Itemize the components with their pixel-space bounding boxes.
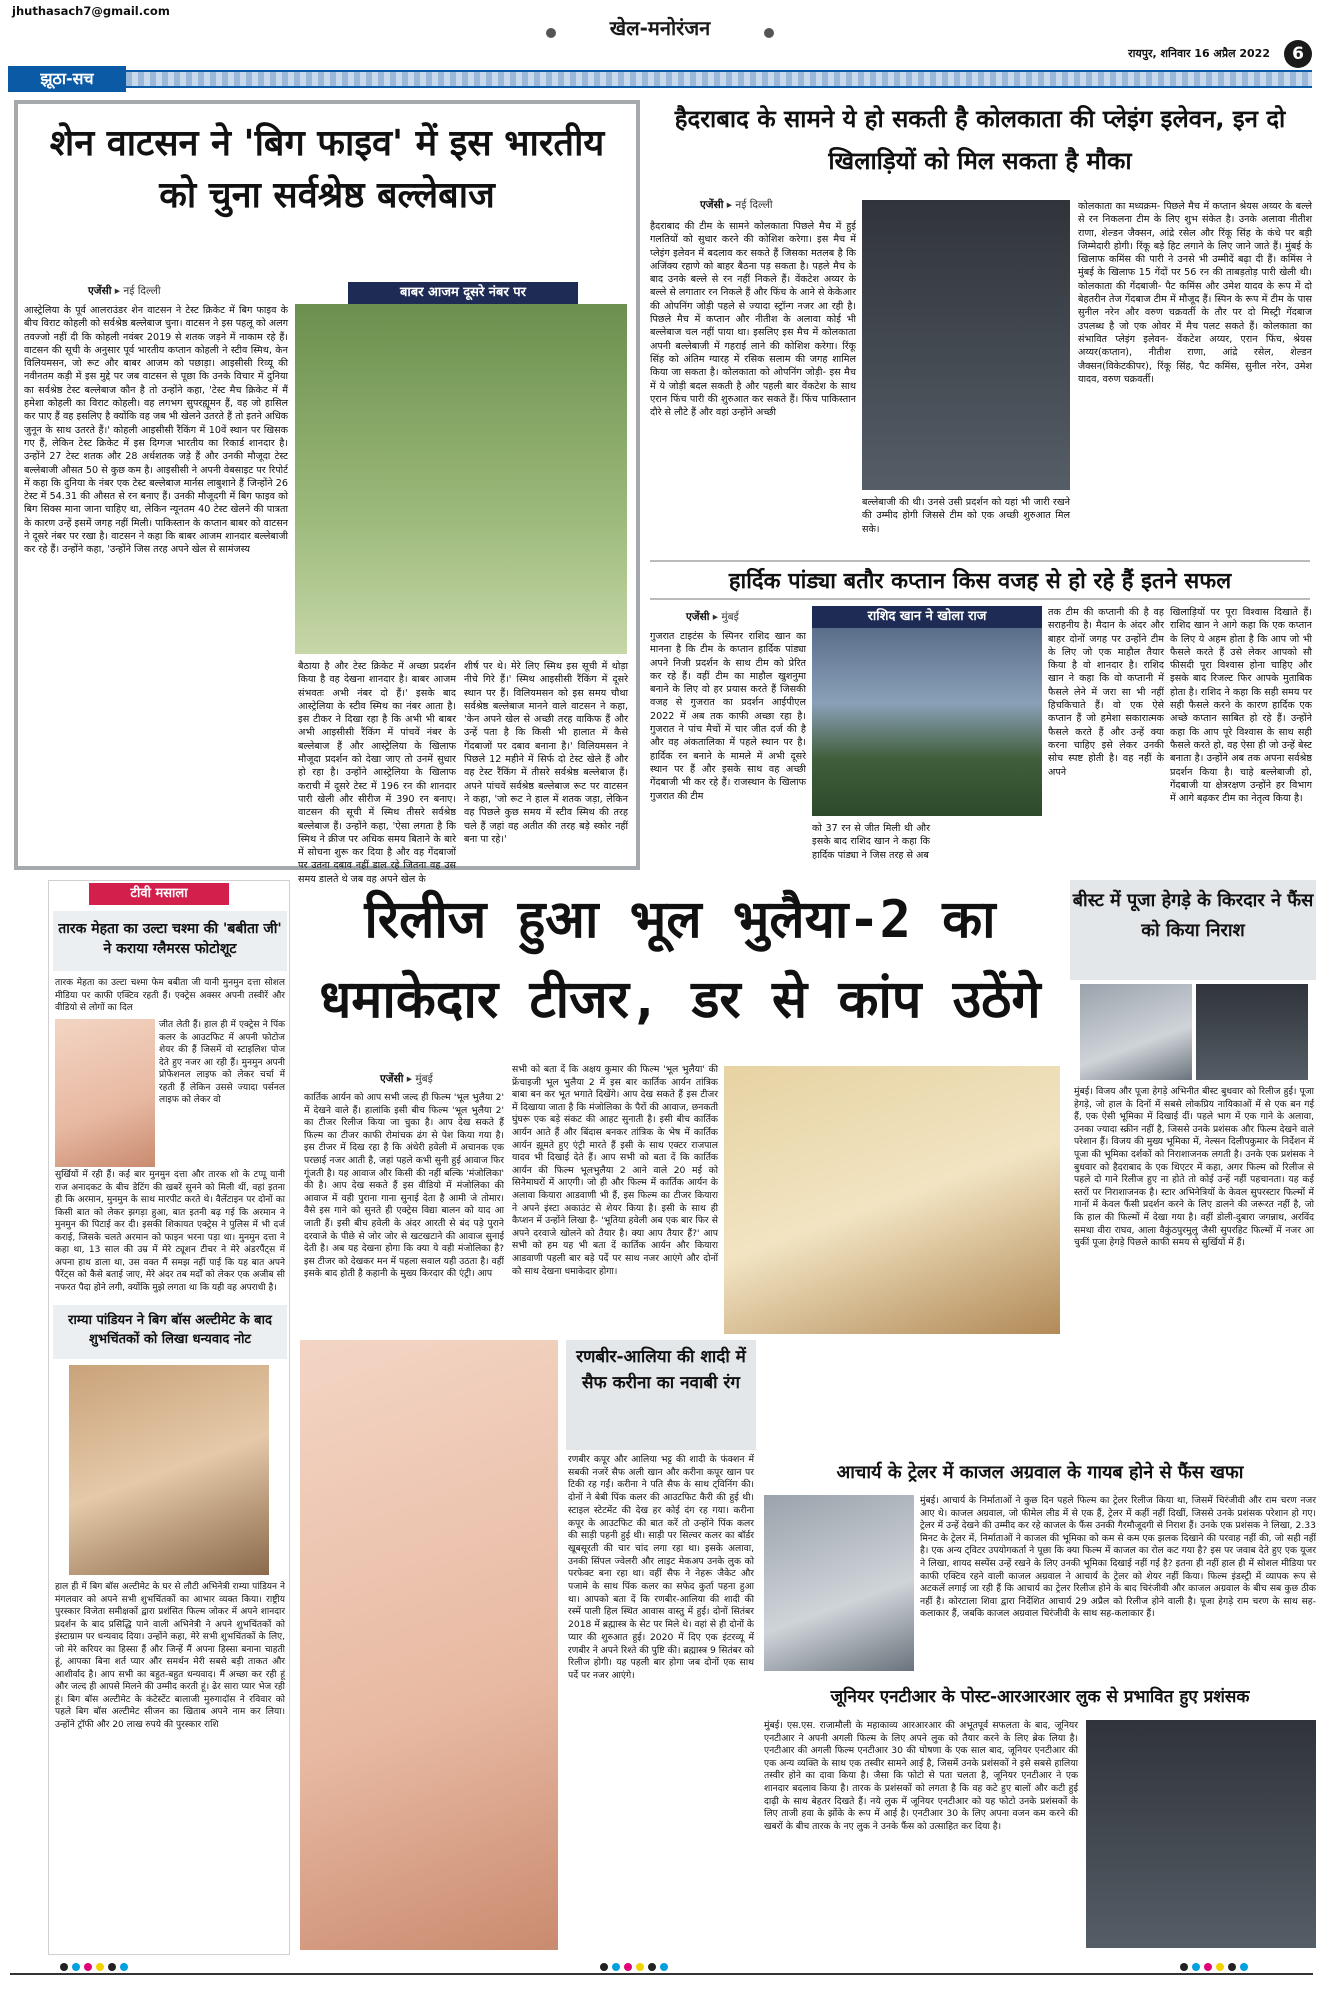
byline-agency: एजेंसी [88, 285, 112, 297]
acharya-story [764, 1455, 1316, 1675]
acharya-photo [764, 1495, 914, 1671]
section-title: खेल-मनोरंजन [540, 0, 780, 56]
footer-color-marks-right [1180, 1960, 1310, 1974]
footer-color-marks-center [600, 1960, 730, 1974]
hardik-photo [812, 628, 1042, 816]
ranbir-story [566, 1340, 756, 1950]
byline-city: नई दिल्ली [123, 285, 161, 297]
page-number: 6 [1284, 40, 1312, 68]
kkr-col-1: हैदराबाद की टीम के सामने कोलकाता पिछले मैच में हुई गलतियों को सुधार करने की कोशिश करेगा। इस मैच में प्लेइंग इलेवन में बदलाव कर सकते हैं जिसका मतलब है कि अजिंक्य रहाणे को बाहर बैठना पड़ सकता है। पहले मैच के बाद उनके बल्ले से रन नहीं निकले हैं। वेंकटेश अय्यर के बल्ले से लगातार रन निकले हैं और फिंच के आने से केकेआर की ओपनिंग जोड़ी पहले से ज्यादा स्ट्रॉन्ग नजर आ रही है। पिछले मैच में कप्तान और नीतीश के अलावा कोई भी बल्लेबाज चल नहीं पाया था। इसलिए इस मैच में कोलकाता अपनी बल्लेबाजी में गहराई लाने की कोशिश करेगा। रिंकू सिंह को अंतिम ग्यारह में रसिक सलाम की जगह शामिल किया जा सकता है। कोलकाता को ओपनिंग जोड़ी- इस मैच में ये जोड़ी बदल सकती है और पहली बार वेंकटेश के साथ एरान फिंच पारी की शुरुआत कर सकते हैं। फिंच पाकिस्तान दौरे से लौटे हैं और वहां उन्होंने अच्छी [650, 221, 856, 419]
beast-photo-1 [1080, 984, 1192, 1080]
tv-headline-2: राम्या पांडियन ने बिग बॉस अल्टीमेट के बाद शुभचिंतकों को लिखा धन्यवाद नोट [53, 1305, 287, 1359]
hardik-col-2: को 37 रन से जीत मिली थी और इसके बाद राशिद खान ने कहा कि हार्दिक पांड्या ने जिस तरह से अब [812, 823, 930, 861]
beast-story [1070, 880, 1316, 1450]
watson-photo [295, 304, 627, 654]
byline-city: मुंबई [721, 611, 739, 623]
bhool-headline: रिलीज हुआ भूल भुलैया-2 का धमाकेदार टीजर, डर से कांप उठेंगे [319, 890, 1041, 1030]
kkr-photo [862, 200, 1070, 490]
hardik-headline: हार्दिक पांड्या बतौर कप्तान किस वजह से हो रहे हैं इतने सफल [650, 560, 1310, 600]
kkr-byline: एजेंसी ▸ नई दिल्ली [700, 199, 773, 211]
header-date: रायपुर, शनिवार 16 अप्रैल 2022 [1128, 47, 1270, 60]
ranbir-headline: रणबीर-आलिया की शादी में सैफ करीना का नवाबी रंग [566, 1340, 756, 1450]
tv-headline-1: तारक मेहता का उल्टा चश्मा की 'बबीता जी' ने कराया ग्लैमरस फोटोशूट [53, 911, 287, 971]
watson-byline: एजेंसी ▸ नई दिल्ली [88, 285, 161, 297]
saif-kareena-photo [300, 1340, 558, 1950]
newspaper-logo: झूठा-सच [8, 66, 126, 92]
hardik-col-4: खिलाड़ियों पर पूरा विश्वास दिखाते हैं। राशिद खान ने आगे कहा कि एक कप्तान के लिए ये अहम होता है कि आप जो भी फैसले करते हैं उसे लेकर आपको सौ फीसदी पूरा विश्वास होना चाहिए और इसके बाद रिजल्ट फिर आपके मुताबिक होता है। राशिद ने कहा कि सही समय पर सही फैसले करने के कारण हार्दिक एक अच्छे कप्तान साबित हो रहे हैं। उन्होंने कहा कि आप पूरे विश्वास के साथ सही फैसले करते हो, वह ऐसा ही जो उन्हें बेस्ट बनाता है। उन्होंने अब तक अपना सर्वश्रेष्ठ प्रदर्शन किया है। चाहे बल्लेबाजी हो, गेंदबाजी या क्षेत्ररक्षण उन्होंने हर विभाग में आगे बढ़कर टीम का नेतृत्व किया है। [1170, 607, 1312, 805]
ntr-story [764, 1680, 1316, 1952]
acharya-story-text: मुंबई। आचार्य के निर्माताओं ने कुछ दिन पहले फिल्म का ट्रेलर रिलीज किया था, जिसमें चिरंजीवी और राम चरण नजर आए थे। काजल अग्रवाल, जो फीमेल लीड में से एक हैं, ट्रेलर में कहीं नहीं दिखीं, जिससे उनके प्रशंसक परेशान हो गए। ट्रेलर में उन्हें देखने की उम्मीद कर रहे काजल के फैंस उनकी गैरमौजूदगी से निराश हैं। उनके एक प्रशंसक ने लिखा, 2.33 मिनट के ट्रेलर में, निर्माताओं ने काजल की भूमिका को कम से कम एक झलक दिखाने की परवाह नहीं की, जो सही नहीं है। एक अन्य ट्विटर उपयोगकर्ता ने पूछा कि क्या फिल्म में काजल का रोल कट गया है? इस पर जवाब देते हुए एक यूजर ने लिखा, शायद सस्पेंस उन्हें रखने के लिए उनकी भूमिका दिखाई नहीं गई है? इतना ही नहीं हाल ही में सोशल मीडिया पर काफी एक्टिव रहने वाली काजल अग्रवाल ने आचार्य के ट्रेलर को शेयर नहीं किया। फिल्म इंडस्ट्री में व्यापक रूप से अटकलें लगाई जा रही हैं कि आचार्य का ट्रेलर रिलीज होने के बाद चिरंजीवी और काजल अग्रवाल के बीच सब कुछ ठीक नहीं है। कोरटाला शिवा द्वारा निर्देशित आचार्य 29 अप्रैल को रिलीज होने वाली है। पूजा हेगड़े राम चरण के साथ सह-कलाकार हैं, जबकि काजल अग्रवाल चिरंजीवी के साथ सह-कलाकार हैं। [920, 1495, 1316, 1620]
hardik-byline: एजेंसी ▸ मुंबई [686, 611, 739, 623]
bhool-col-2: सभी को बता दें कि अक्षय कुमार की फिल्म 'भूल भुलैया' की फ्रेंचाइजी भूल भुलैया 2 में इस बार कार्तिक आर्यन तांत्रिक बाबा बन कर भूत भगाते दिखेंगे। आप देख सकते हैं इस टीजर में दिखाया जाता है कि मंजोलिका के पैरों की आवाज, छनकती घुंघरू एक बड़े संकट की आहट सुनाती है। इसी बीच कार्तिक आर्यन आते हैं और बिंदास बनकर तांत्रिक के भेष में कार्तिक आर्यन झूमते हुए एंट्री मारते हैं इसी के साथ एक्टर राजपाल यादव भी दिखाई देते हैं। आप सभी को बता दें कि कार्तिक आर्यन की फिल्म भूलभुलैया 2 आने वाले 20 मई को सिनेमाघरों में आएगी। जो ही और फिल्म में कार्तिक आर्यन के अलावा कियारा आडवाणी भी हैं, इस फिल्म का टीजर कियारा ने अपने इंस्टा अकाउंट से शेयर किया है। इसी के साथ ही कैप्शन में उन्होंने लिखा है- 'भूतिया हवेली अब एक बार फिर से अपने दरवाजे खोलने को तैयार है। क्या आप तैयार हैं?' आप सभी को हम यह भी बता दें कार्तिक आर्यन और कियारा आडवाणी पहली बार बड़े पर्दे पर साथ नजर आएंगे और दोनों को साथ देखना धमाकेदार होगा। [512, 1064, 718, 1277]
byline-agency: एजेंसी [686, 611, 710, 623]
header-bar [126, 70, 1312, 88]
tv-masala-tag: टीवी मसाला [89, 883, 229, 905]
beast-headline: बीस्ट में पूजा हेगड़े के किरदार ने फैंस को किया निराश [1070, 880, 1316, 980]
footer-color-marks-left [60, 1960, 190, 1974]
hardik-story [650, 560, 1316, 870]
watson-story [14, 100, 640, 885]
byline-agency: एजेंसी [380, 1073, 404, 1085]
bhool-col-1: कार्तिक आर्यन को आप सभी जल्द ही फिल्म 'भूल भुलैया 2' में देखने वाले हैं। हालांकि इसी बीच फिल्म 'भूल भुलैया 2' का टीजर रिलीज किया जा चुका है। आप देख सकते हैं फिल्म का टीजर काफी रोमांचक ढंग से पेश किया गया है। इस टीजर में दिख रहा है कि अंधेरी हवेली में अचानक एक परछाई नजर आती है, जहां पहले कभी सुनी हुई आवाज फिर गूंजती है। यह आवाज और किसी की नहीं बल्कि 'मंजोलिका' की है। आप देख सकते हैं इस वीडियो में मंजोलिका की आवाज में वही पुराना गाना सुनाई देता है आमी जे तोमार। वैसे इस गाने को सुनते ही एक्ट्रेस विद्या बालन को याद आ जाती हैं। इसी बीच हवेली के अंदर आरती से बंद पड़े पुराने दरवाजे के पीछे से जोर जोर से खटखटाने की आवाज सुनाई देती है। अब यह देखना होगा कि क्या ये वही मंजोलिका है? इस टीजर को देखकर मन में पहला सवाल यही उठता है। वहीं इसके बाद होती है कहानी के मुख्य किरदार की एंट्री। आप [304, 1092, 504, 1280]
ntr-story-text: मुंबई। एस.एस. राजामौली के महाकाव्य आरआरआर की अभूतपूर्व सफलता के बाद, जूनियर एनटीआर ने अपनी अगली फिल्म के लिए अपने लुक को तैयार करने के लिए ब्रेक लिया है। एनटीआर की अगली फिल्म एनटीआर 30 की घोषणा के एक साल बाद, जूनियर एनटीआर की एक अन्य व्यक्ति के साथ एक तस्वीर सामने आई है, जिसमें उनके प्रशंसकों ने इसे सबसे हालिया तस्वीर होने का दावा किया है। जैसा कि फोटो से पता चलता है, जूनियर एनटीआर ने एक शानदार बदलाव किया है। तारक के प्रशंसकों को लगता है कि वह कटे हुए बालों और कटी हुई दाढ़ी के साथ बेहतर दिखते हैं। नये लुक में जूनियर एनटीआर को यह फोटो उनके प्रशंसकों के लिए ताजी हवा के झोंके के रूप में आई है। एनटीआर 30 के लिए अपना वजन कम करने की खबरों के बीच तारक के नए लुक ने उनके फैंस को उत्साहित कर दिया है। [764, 1720, 1078, 1832]
byline-agency: एजेंसी [700, 199, 724, 211]
beast-photo-2 [1196, 984, 1308, 1080]
beast-story-text: मुंबई। विजय और पूजा हेगड़े अभिनीत बीस्ट बुधवार को रिलीज हुई। पूजा हेगड़े, जो हाल के दिनों में सबसे लोकप्रिय नायिकाओं में से एक बन गई हैं, एक ऐसी भूमिका में दिखाई दीं। पहले भाग में एक गाने के अलावा, उनका ज्यादा स्क्रीन नहीं है, जिससे उनके प्रशंसक और फिल्म देखने वाले परेशान हैं। विजय की मुख्य भूमिका में, नेल्सन दिलीपकुमार के निर्देशन में पूजा की भूमिका दर्शकों को निराशाजनक लगती है। उनके एक प्रशंसक ने बुधवार को हैदराबाद के एक थिएटर में कहा, अगर फिल्म को रिलीज से पहले दो गाने रिलीज हुए ना होते तो कोई उन्हें नहीं पहचानता। यह कई स्तरों पर निराशाजनक है। स्टार अभिनेत्रियों के केवल सुपरस्टार फिल्मों में गानों में केवल फैंसी प्रदर्शन करने के लिए डालने की जरूरत नहीं है, जो कि हाल की फिल्मों में देखा गया है। वहीं डोली-दुबारा जगन्नाथ, अरविंद समथा वीरा राघव, आला वैकुंठपुरमुलु जैसी सुपरहिट फिल्मों में नजर आ चुकीं पूजा हेगड़े पिछले काफी समय से सुर्खियों में हैं। [1074, 1086, 1314, 1249]
bhool-byline: एजेंसी ▸ मुंबई [380, 1073, 433, 1085]
hardik-photo-caption: राशिद खान ने खोला राज [812, 606, 1042, 628]
ntr-headline: जूनियर एनटीआर के पोस्ट-आरआरआर लुक से प्रभावित हुए प्रशंसक [830, 1687, 1250, 1707]
hardik-col-3: तक टीम की कप्तानी की है वह सराहनीय है। मैदान के अंदर और बाहर दोनों जगह पर उन्होंने टीम के लिए जो एक माहौल तैयार किया है वो शानदार है। राशिद खान ने कहा कि वो कप्तानी में फैसले लेने में जरा सा भी नहीं हिचकिचाते हैं। वो एक ऐसे कप्तान हैं जो हमेशा सकारात्मक फैसले करते हैं और उन्हें क्या करना चाहिए इसे लेकर उनकी सोच स्पष्ट होती है। वह नहीं के अपने [1048, 607, 1164, 778]
byline-city: मुंबई [415, 1073, 433, 1085]
header-email: jhuthasach7@gmail.com [12, 4, 170, 18]
watson-col-1: आस्ट्रेलिया के पूर्व आलराउंडर शेन वाटसन ने टेस्ट क्रिकेट में बिग फाइव के बीच विराट कोहली को सर्वश्रेष्ठ बल्लेबाज चुना। वाटसन ने इस पहलू को अलग तवज्जो नहीं दी कि कोहली नवंबर 2019 से शतक जड़ने में नाकाम रहे हैं। वाटसन की सूची के अनुसार पूर्व भारतीय कप्तान कोहली ने स्टीव स्मिथ, केन विलियमसन, जो रूट और बाबर आजम को पछाड़ा। आइसीसी रिव्यू की नवीनतम कड़ी में इस मुद्दे पर जब वाटसन से पूछा कि उनके विचार में दुनिया का सर्वश्रेष्ठ टेस्ट बल्लेबाज कौन है तो उन्होंने कहा, 'टेस्ट मैच क्रिकेट में मैं हमेशा कोहली का विराट कोहली। वह लगभग सुपरह्यूमन हैं, वह जो हासिल कर पाए हैं वह इसलिए है क्योंकि वह जब भी खेलने उतरते हैं तो इतने अधिक जुनून के साथ उतरते हैं।' कोहली आइसीसी रैंकिंग में 10वें स्थान पर खिसक गए हैं, लेकिन टेस्ट क्रिकेट में इस दिग्गज भारतीय का रिकार्ड शानदार है। उन्होंने 27 टेस्ट शतक और 28 अर्धशतक जड़े हैं और उनकी मौजूदा टेस्ट बल्लेबाजी औसत 50 से कुछ कम है। आइसीसी ने अपनी वेबसाइट पर रिपोर्ट में कहा कि दुनिया के नंबर एक टेस्ट बल्लेबाज मार्नस लाबुशाने हैं जिन्होंने 26 टेस्ट में 54.31 की औसत से रन बनाए हैं। उनकी मौजूदगी में बिग फाइव को बिग सिक्स माना जाना चाहिए था, लेकिन न्यूनतम 40 टेस्ट खेलने की पात्रता के कारण उन्हें इसमें जगह नहीं मिली। पाकिस्तान के कप्तान बाबर को वाटसन ने दूसरे नंबर पर रखा है। वाटसन ने कहा कि बाबर आजम शानदार बल्लेबाजी कर रहे हैं। उन्होंने कहा, 'उन्होंने जिस तरह अपने खेल से सामंजस्य [24, 305, 288, 556]
ranbir-story-text: रणबीर कपूर और आलिया भट्ट की शादी के फंक्शन में सबकी नजरें सैफ अली खान और करीना कपूर खान पर टिकी रह गईं। करीना ने पति सैफ के साथ ट्विनिंग की। दोनों ने बेबी पिंक कलर की आउटफिट कैरी की हुई थी। स्टाइल स्टेटमेंट की देख हर कोई दंग रह गया। करीना कपूर के आउटफिट की बात करें तो उन्होंने पिंक कलर की साड़ी पहनी हुई थी। साड़ी पर सिल्वर कलर का बॉर्डर खूबसूरती की चार चांद लगा रहा था। इसके अलावा, उनकी सिंपल ज्वेलरी और लाइट मेकअप उनके लुक को परफेक्ट बना रहा था। वहीं सैफ ने नेहरू जैकेट और पजामे के साथ पिंक कलर का सफेद कुर्ता पहना हुआ था। आपको बता दें कि रणबीर-आलिया की शादी की रस्में पाली हिल स्थित आवास वास्तु में हुई। दोनों सितंबर 2018 में ब्रह्मास्त्र के सेट पर मिले थे। वहां से ही दोनों के प्यार की शुरुआत हुई। 2020 में दिए एक इंटरव्यू में रणबीर ने अपने रिश्ते की पुष्टि की। ब्रह्मास्त्र 9 सितंबर को रिलीज होगी। यह पहली बार होगा जब दोनों एक साथ पर्दे पर नजर आएंगे। [568, 1454, 754, 1681]
tv-story-2: हाल ही में बिग बॉस अल्टीमेट के घर से लौटी अभिनेत्री राम्या पांडियन ने मंगलवार को अपने सभी शुभचिंतकों का आभार व्यक्त किया। राष्ट्रीय पुरस्कार विजेता समीक्षकों द्वारा प्रशंसित फिल्म जोकर में अपने शानदार प्रदर्शन के बाद प्रसिद्धि पाने वाली अभिनेत्री ने अपने शुभचिंतकों को इंस्टाग्राम पर धन्यवाद दिया। उन्होंने कहा, मेरे सभी शुभचिंतकों के लिए, जो मेरे करियर का हिस्सा हैं और जिन्हें मैं अपना हिस्सा बनाना चाहती हूं, आपका बिना शर्त प्यार और समर्थन मेरी सबसे बड़ी ताकत और आशीर्वाद है। आप सभी का बहुत-बहुत धन्यवाद। मैं अच्छा कर रही हूं और जल्द ही आपसे मिलने की उम्मीद करती हूं। ढेर सारा प्यार भेज रही हूं। बिग बॉस अल्टीमेट के कंटेस्टेंट बालाजी मुरुगादॉस ने रविवार को पहले बिग बॉस अल्टीमेट सीजन का खिताब अपने नाम कर लिया। उन्होंने ट्रॉफी और 20 लाख रुपये की पुरस्कार राशि [55, 1582, 285, 1730]
watson-col-2: बैठाया है और टेस्ट क्रिकेट में अच्छा प्रदर्शन किया है वह देखना शानदार है। बाबर आजम संभवतः अभी नंबर दो हैं।' इसके बाद आस्ट्रेलिया के स्टीव स्मिथ का नंबर आता है। इस टीकर ने दिखा रहा है कि अभी भी बाबर अभी आइसीसी रैंकिंग में पांचवें नंबर के बल्लेबाज हैं और आस्ट्रेलिया के खिलाफ मौजूदा प्रदर्शन को देखा जाए तो उनमें सुधार हो रहा है। उन्होंने आस्ट्रेलिया के खिलाफ कराची में दूसरे टेस्ट में 196 रन की शानदार पारी खेली और सीरीज में 390 रन बनाए। वाटसन की सूची में स्मिथ तीसरे सर्वश्रेष्ठ बल्लेबाज हैं। उन्होंने कहा, 'ऐसा लगता है कि स्मिथ ने क्रीज पर अधिक समय बिताने के बारे में सोचना शुरू कर दिया है और वह गेंदबाजों पर उतना दबाव नहीं डाल रहे जितना वह उस समय डालते थे जब वह अपने खेल के [298, 661, 456, 885]
kkr-story [650, 98, 1316, 558]
acharya-headline: आचार्य के ट्रेलर में काजल अग्रवाल के गायब होने से फैंस खफा [836, 1462, 1244, 1483]
watson-headline: शेन वाटसन ने 'बिग फाइव' में इस भारतीय को चुना सर्वश्रेष्ठ बल्लेबाज [49, 123, 605, 216]
byline-city: नई दिल्ली [735, 199, 773, 211]
kkr-col-3: कोलकाता का मध्यक्रम- पिछले मैच में कप्तान श्रेयस अय्यर के बल्ले से रन निकलना टीम के लिए शुभ संकेत है। उनके अलावा नीतीश राणा, शेल्डन जैक्सन, आंद्रे रसेल और रिंकू सिंह के कंधे पर बड़ी जिम्मेदारी होगी। रिंकू बड़े हिट लगाने के लिए जाने जाते हैं। मुंबई के खिलाफ कमिंस की पारी ने उनसे भी उम्मीदें बढ़ा दी हैं। कमिंस ने मुंबई के खिलाफ 15 गेंदों पर 56 रन की ताबड़तोड़ पारी खेली थी। कोलकाता की गेंदबाजी- पैट कमिंस और उमेश यादव के रूप में दो बेहतरीन तेज गेंदबाज टीम में मौजूद हैं। स्पिन के रूप में टीम के पास सुनील नरेन और वरुण चक्रवर्ती के तौर पर दो मिस्ट्री गेंदबाज उपलब्ध है जो एक ओवर में मैच पलट सकते हैं। कोलकाता का संभावित प्लेइंग इलेवन- वेंकटेश अय्यर, एरान फिंच, श्रेयस अय्यर(कप्तान), नीतीश राणा, आंद्रे रसेल, शेल्डन जैक्सन(विकेटकीपर), रिंकू सिंह, पैट कमिंस, सुनील नरेन, उमेश यादव, वरुण चक्रवर्ती। [1078, 201, 1312, 385]
hardik-col-1: गुजरात टाइटंस के स्पिनर राशिद खान का मानना है कि टीम के कप्तान हार्दिक पांड्या अपने निजी प्रदर्शन के साथ टीम को प्रेरित कर रहे हैं। वहीं टीम का माहौल खुशनुमा बनाने के लिए वो हर प्रयास करते हैं जिसकी वजह से गुजरात का प्रदर्शन आईपीएल 2022 में अब तक काफी अच्छा रहा है। गुजरात ने पांच मैचों में चार जीत दर्ज की है और वह अंकतालिका में पहले स्थान पर है। हार्दिक रन बनाने के मामले में अभी दूसरे स्थान पर हैं और इसके साथ वह अच्छी गेंदबाजी भी कर रहे हैं। राजस्थान के खिलाफ गुजरात की टीम [650, 631, 806, 802]
tv-story-1-side: जीत लेती हैं। हाल ही में एक्ट्रेस ने पिंक कलर के आउटफिट में अपनी फोटोज शेयर की हैं जिसमें वो स्टाइलिश पोज देते हुए नजर आ रही हैं। मुनमुन अपनी प्रोफेशनल लाइफ को लेकर चर्चा में रहती हैं लेकिन उससे ज्यादा पर्सनल लाइफ को लेकर वो [159, 1020, 285, 1105]
bhool-story [300, 880, 1060, 1335]
tv-story-1-top: तारक मेहता का उल्टा चश्मा फेम बबीता जी यानी मुनमुन दत्ता सोशल मीडिया पर काफी एक्टिव रहती हैं। एक्ट्रेस अक्सर अपनी तस्वीरें और वीडियो से लोगों का दिल [55, 978, 285, 1013]
bhool-photo [724, 1066, 1060, 1334]
ntr-photo [1086, 1720, 1316, 1948]
watson-photo-caption: बाबर आजम दूसरे नंबर पर [348, 282, 578, 304]
ramya-photo [69, 1365, 269, 1575]
munmun-photo [55, 1019, 155, 1167]
watson-col-3: शीर्ष पर थे। मेरे लिए स्मिथ इस सूची में थोड़ा नीचे गिरे हैं।' स्मिथ आइसीसी रैंकिंग में दूसरे स्थान पर हैं। विलियमसन को इस समय चौथा सर्वश्रेष्ठ बल्लेबाज मानने वाले वाटसन ने कहा, 'केन अपने खेल से अच्छी तरह वाकिफ हैं और उन्हें पता है कि किसी भी हालात में कैसे गेंदबाजों पर दबाव बनाना है।' विलियमसन ने पिछले 12 महीने में सिर्फ दो टेस्ट खेले हैं और वह टेस्ट रैंकिंग में तीसरे सर्वश्रेष्ठ बल्लेबाज हैं। अपने पांचवें सर्वश्रेष्ठ बल्लेबाज रूट पर वाटसन ने कहा, 'जो रूट ने हाल में शतक जड़ा, लेकिन वह पिछले कुछ समय में स्टीव स्मिथ की तरह चले हैं जहां वह अतीत की तरह बड़े स्कोर नहीं बना पा रहे।' [464, 661, 628, 845]
kkr-headline: हैदराबाद के सामने ये हो सकती है कोलकाता की प्लेइंग इलेवन, इन दो खिलाड़ियों को मिल सकता है मौका [674, 105, 1286, 175]
tv-masala-sidebar [48, 880, 290, 1955]
tv-story-1-bottom: सुर्खियों में रही हैं। कई बार मुनमुन दत्ता और तारक शो के टप्पू यानी राज अनादकट के बीच डेटिंग की खबरें सुनने को मिली थीं, वहां इतना ही कि अरमान, मुनमुन के साथ मारपीट करते थे। वैलेंटाइन पर दोनों का किसी बात को लेकर झगड़ा हुआ, बात इतनी बढ़ गई कि अरमान ने मुनमुन की पिटाई कर दी। इसकी शिकायत एक्ट्रेस ने पुलिस में भी दर्ज कराई, जिसके चलते अरमान को फाइन भरना पड़ा था। मुनमुन दत्ता ने कहा था, 13 साल की उम्र में मेरे ट्यूशन टीचर ने मेरे अंडरपैंट्स में अपना हाथ डाला था, उस वक्त मैं समझ नहीं पाई कि यह बात अपने पैरेंट्स को कैसे बताई जाए, मेरे अंदर तब मर्दों को लेकर एक अजीब सी नफरत पैदा होने लगी, क्योंकि मुझे लगता था कि यही वह अपराधी है। [55, 1170, 285, 1293]
kkr-col-2: बल्लेबाजी की थी। उनसे उसी प्रदर्शन को यहां भी जारी रखने की उम्मीद होगी जिससे टीम को एक अच्छी शुरुआत मिल सके। [862, 497, 1070, 535]
